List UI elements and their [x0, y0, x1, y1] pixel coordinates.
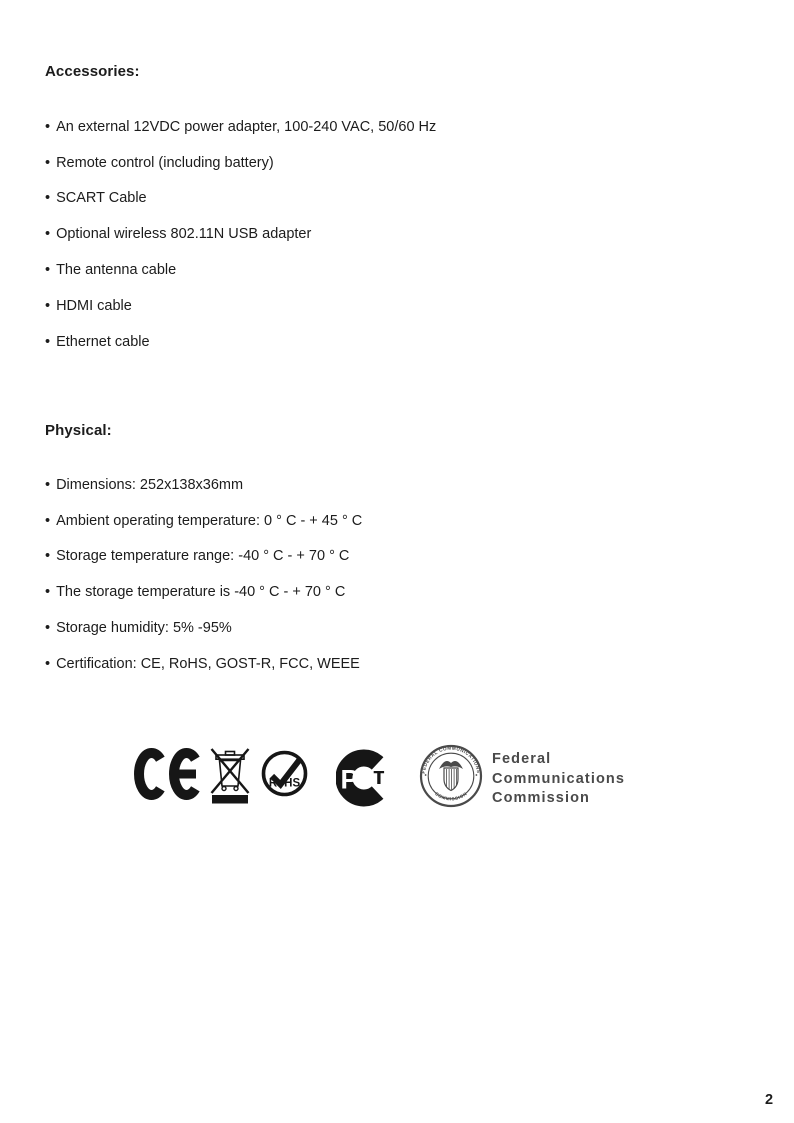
fcc-wordmark-line: Federal	[492, 751, 552, 767]
bullet-marker: •	[45, 476, 51, 493]
list-item	[45, 574, 362, 610]
list-item	[45, 145, 436, 181]
gost-r-letter-p: Р	[340, 764, 359, 795]
bullet-marker: •	[45, 262, 51, 279]
bullet-marker: •	[45, 548, 51, 565]
bullet-marker: •	[45, 512, 51, 529]
list-item	[45, 324, 436, 360]
list-item	[45, 181, 436, 217]
fcc-wordmark-line: Communications	[492, 770, 626, 787]
list-item-text: SCART Cable	[56, 190, 147, 207]
list-item-text: Dimensions: 252x138x36mm	[56, 476, 244, 493]
weee-icon	[210, 743, 250, 806]
bullet-marker: •	[45, 226, 51, 243]
fcc-seal-top-text: FEDERAL COMMUNICATIONS	[420, 745, 482, 774]
ce-mark-icon	[134, 748, 206, 800]
list-item-text: Storage temperature range: -40 ° C - + 70 ° C	[56, 548, 350, 565]
gost-r-icon	[336, 745, 393, 807]
rohs-label: RoHS	[268, 777, 301, 790]
list-item-text: An external 12VDC power adapter, 100-240 VAC, 50/60 Hz	[56, 118, 437, 135]
list-item-text: Storage humidity: 5% -95%	[56, 620, 232, 637]
list-item-text: The storage temperature is -40 ° C - + 70 ° C	[56, 584, 346, 601]
bullet-marker: •	[45, 118, 51, 135]
list-item	[45, 467, 362, 503]
section-heading-accessories: Accessories:	[45, 63, 140, 80]
list-item	[45, 216, 436, 252]
fcc-seal-bottom-text: COMMISSION	[433, 791, 469, 802]
list-item	[45, 610, 362, 646]
page-number: 2	[765, 1092, 774, 1108]
list-item	[45, 539, 362, 575]
bullet-marker: •	[45, 655, 51, 672]
section-heading-physical: Physical:	[45, 422, 112, 439]
list-item-text: The antenna cable	[56, 262, 177, 279]
bullet-marker: •	[45, 584, 51, 601]
list-item	[45, 646, 362, 682]
list-item	[45, 503, 362, 539]
bullet-marker: •	[45, 154, 51, 171]
list-item	[45, 288, 436, 324]
fcc-wordmark-line: Commission	[492, 790, 591, 806]
bullet-marker: •	[45, 190, 51, 207]
rohs-icon	[260, 749, 309, 798]
bullet-marker: •	[45, 333, 51, 350]
bullet-marker: •	[45, 620, 51, 637]
list-item	[45, 109, 436, 145]
list-item-text: Remote control (including battery)	[56, 154, 274, 171]
fcc-wordmark	[492, 750, 625, 809]
fcc-seal-icon	[419, 743, 483, 809]
list-item	[45, 252, 436, 288]
gost-r-letter-t: т	[373, 763, 385, 790]
svg-text:COMMISSION	[434, 791, 468, 802]
list-item-text: Optional wireless 802.11N USB adapter	[56, 226, 312, 243]
physical-list	[45, 467, 362, 682]
list-item-text: Ethernet cable	[56, 333, 150, 350]
list-item-text: Ambient operating temperature: 0 ° C - + 45 ° C	[56, 512, 363, 529]
bullet-marker: •	[45, 297, 51, 314]
list-item-text: Certification: CE, RoHS, GOST-R, FCC, WEEE	[56, 655, 360, 672]
list-item-text: HDMI cable	[56, 297, 132, 314]
accessories-list	[45, 109, 436, 360]
